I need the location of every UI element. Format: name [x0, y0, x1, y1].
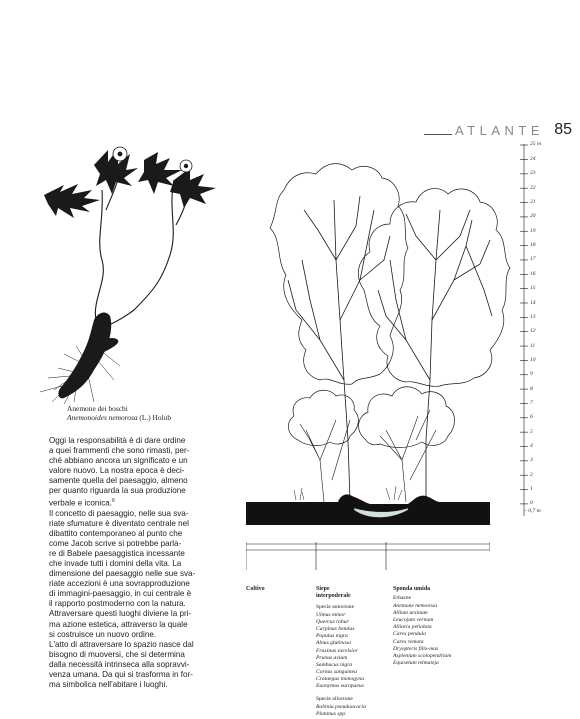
body-line-with-footnote [49, 496, 239, 509]
anemone-illustration [34, 140, 224, 405]
scale-label: 20 [530, 213, 536, 220]
species-item: Carpinus betulus [316, 626, 355, 633]
hedge-section-drawing [240, 140, 552, 525]
legend-siepe-title-line: interpoderale [316, 593, 351, 599]
legend-siepe [316, 586, 366, 718]
scale-label: 2 [530, 471, 533, 478]
body-line: il rapporto postmoderno con la natura. [49, 599, 186, 609]
ground-section [246, 494, 490, 525]
caption-latin-name: Anemonoides nemorosa [67, 413, 138, 422]
scale-label: 9 [530, 371, 533, 378]
legend-siepe-group2-list [316, 704, 366, 718]
species-item: Sambucus nigra [316, 661, 353, 668]
species-item: Asplenium scolopendrium [393, 652, 452, 659]
body-line: verbale e iconica. [49, 498, 112, 508]
section-title: ATLANTE [455, 123, 545, 138]
species-item: Robinia pseudoacacia [316, 704, 366, 711]
scale-bottom-label: – 0,7 m [524, 508, 541, 514]
species-item: Equisetum telmateja [393, 659, 439, 666]
species-item: Crataegus monogyna [316, 675, 365, 682]
body-line: re di Babele paesaggistica incessante [49, 549, 185, 559]
running-header [424, 121, 572, 141]
legend-siepe-title-line: Siepe [316, 586, 330, 592]
scale-label: 10 [530, 356, 536, 363]
legend-siepe-title [316, 586, 366, 600]
body-line: ma simbolica nell'abitare i luoghi. [49, 679, 168, 689]
species-item: Ulmus minor [316, 612, 346, 619]
scale-label: 6 [530, 414, 533, 421]
page-number: 85 [554, 121, 572, 138]
legend-sponda-title: Sponda umida [393, 586, 431, 592]
legend-sponda-group-title: Erbacee [393, 595, 412, 601]
legend-sponda [393, 586, 451, 667]
body-text [49, 436, 239, 690]
species-item: Dryopteris filix-mas [393, 645, 439, 652]
species-item: Allium ursinum [393, 610, 428, 617]
body-line: valore nuovo. La nostra epoca è deci- [49, 466, 185, 476]
species-item: Prunus avium [316, 654, 348, 661]
scale-label: 11 [530, 342, 536, 349]
scale-label: 24 [530, 156, 536, 162]
scale-label: 7 [530, 399, 533, 406]
species-item: Populus nigra [316, 633, 348, 640]
body-line: L'atto di attraversare lo spazio nasce dal [49, 639, 194, 649]
scale-label: 14 [530, 299, 536, 306]
species-item: Carex pendula [393, 631, 426, 638]
body-line: Attraversare questi luoghi diviene la pri- [49, 609, 192, 619]
body-line: Il concetto di paesaggio, nelle sua sva- [49, 509, 189, 519]
left-tree-canopy [270, 164, 408, 385]
height-scale [512, 140, 572, 530]
scale-label: 16 [530, 270, 536, 277]
scale-top-label: 25 m [530, 141, 542, 147]
figure-caption [67, 404, 247, 422]
caption-author: (L.) Holub [139, 413, 172, 422]
caption-common-name: Anemone dei boschi [67, 404, 128, 413]
species-item: Alnus glutinosa [316, 640, 351, 647]
body-line: a quei frammenti che sono rimasti, per- [49, 446, 190, 456]
body-line: si costruisce un nuovo ordine. [49, 629, 157, 639]
scale-label: 3 [530, 457, 533, 464]
scale-label: 22 [530, 184, 536, 191]
scale-label: 19 [530, 227, 536, 234]
header-rule [424, 134, 452, 135]
species-item: Platanus spp. [316, 711, 347, 718]
scale-label: 17 [530, 256, 536, 263]
species-item: Leucojum vernum [393, 617, 434, 624]
scale-label: 1 [530, 486, 533, 493]
scale-label: 15 [530, 285, 536, 292]
body-line: per quanto riguarda la sua produzione [49, 486, 186, 496]
species-item: Alliaria petiolata [393, 624, 432, 631]
legend-siepe-group2-title: Specie alloctone [316, 696, 353, 703]
scale-label: 18 [530, 242, 536, 249]
scale-label: 21 [530, 199, 536, 206]
species-item: Carex remota [393, 638, 424, 645]
legend-coltivo [246, 586, 265, 597]
body-line: dibattito contemporaneo al punto che [49, 529, 183, 539]
zone-bands [246, 542, 490, 570]
species-item: Quercus robur [316, 619, 349, 626]
body-line: che invade tutti i domini della vita. La [49, 559, 182, 569]
scale-label: 4 [530, 443, 533, 449]
body-line: dalla necessità intrinseca alla sopravvi- [49, 659, 190, 669]
species-item: Euonymus europaeus [316, 683, 364, 690]
scale-label: 0 [530, 500, 533, 507]
species-item: Anemone nemorosa [393, 603, 438, 610]
scale-label: 23 [530, 170, 536, 177]
caption-latin-line [67, 413, 247, 422]
scale-label: 13 [530, 313, 536, 320]
legend-siepe-group1-title: Specie autoctone [316, 604, 355, 610]
body-line: ma azione estetica, attraverso la quale [49, 619, 188, 629]
body-line: ché abbiano ancora un significato e un [49, 456, 188, 466]
footnote-mark: 6 [112, 498, 115, 505]
body-line: Oggi la responsabilità è di dare ordine [49, 436, 186, 445]
species-item: Cornus sanguinea [316, 668, 357, 675]
legend-sponda-list [393, 603, 451, 667]
body-line: come Jacob scrive si potrebbe parla- [49, 539, 182, 549]
body-line: venza umana. Da qui si trasforma in for- [49, 669, 193, 679]
scale-label: 5 [530, 428, 533, 435]
scale-label: 12 [530, 328, 536, 335]
right-shrub [359, 387, 455, 448]
body-line: di immagini-paesaggio, in cui centrale è [49, 589, 192, 599]
body-line: riate accezioni è una sovrapproduzione [49, 579, 190, 589]
body-line: bisogno di muoversi, che si determina [49, 649, 185, 659]
scale-label: 8 [530, 385, 533, 392]
body-line: dimensione del paesaggio nelle sue sva- [49, 569, 196, 579]
scale-axis [512, 140, 572, 530]
body-line: riate sfumature è diventato centrale nel [49, 519, 189, 529]
body-line: samente quella del paesaggio, almeno [49, 476, 188, 486]
legend-siepe-group1-list [316, 612, 366, 690]
legend-coltivo-title: Coltivo [246, 586, 265, 592]
species-item: Fraxinus excelsior [316, 647, 358, 654]
